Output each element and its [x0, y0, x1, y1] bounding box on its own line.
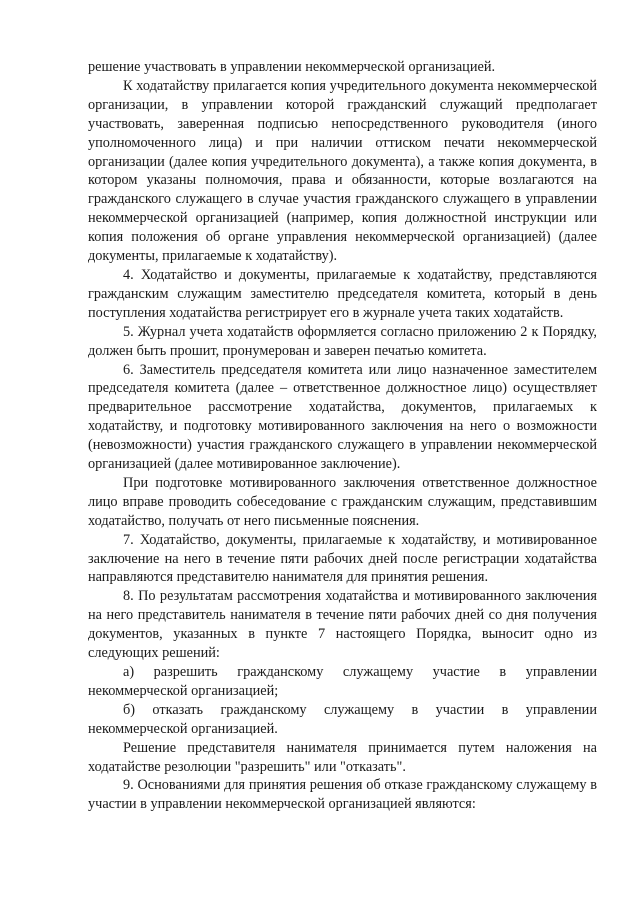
- paragraph-interview: При подготовке мотивированного заключения ответственное должностное лицо вправе проводить собеседование с гражданским служащим, представившим ходатайство, получать от него письменные пояснения.: [88, 474, 597, 529]
- paragraph-continuation: решение участвовать в управлении некоммерческой организацией.: [88, 59, 496, 75]
- paragraph-attachments: К ходатайству прилагается копия учредительного документа некоммерческой организации, в управлении которой гражданский служащий предполагает участвовать, заверенная подписью непосредственного руководителя (иного уполномоченного лица) и при наличии оттиском печати некоммерческой организации (далее копия учредительного документа), а также копия документа, в котором указаны полномочия, права и обязанности, которые возлагаются на гражданского служащего в случае участия гражданского служащего в управлении некоммерческой организацией (например, копия должностной инструкции или копия положения об органе управления некоммерческой организацией) (далее документы, прилагаемые к ходатайству).: [88, 77, 597, 265]
- document-page: [88, 58, 597, 814]
- paragraph-item-9: 9. Основаниями для принятия решения об отказе гражданскому служащему в участии в управлении некоммерческой организацией являются:: [88, 777, 597, 813]
- paragraph-option-a: а) разрешить гражданскому служащему участие в управлении некоммерческой организацией;: [88, 664, 597, 699]
- paragraph-item-7: 7. Ходатайство, документы, прилагаемые к ходатайству, и мотивированное заключение на него в течение пяти рабочих дней после регистрации ходатайства направляются представителю нанимателя для принятия решения.: [88, 531, 597, 586]
- paragraph-item-8: 8. По результатам рассмотрения ходатайства и мотивированного заключения на него представитель нанимателя в течение пяти рабочих дней со дня получения документов, указанных в пункте 7 настоящего Порядка, выносит одно из следующих решений:: [88, 588, 597, 662]
- paragraph-item-4: 4. Ходатайство и документы, прилагаемые к ходатайству, представляются гражданским служащим заместителю председателя комитета, который в день поступления ходатайства регистрирует его в журнале учета таких ходатайств.: [88, 266, 597, 321]
- paragraph-item-6: 6. Заместитель председателя комитета или лицо назначенное заместителем председателя комитета (далее – ответственное должностное лицо) осуществляет предварительное рассмотрение ходатайства, документов, прилагаемых к ходатайству, и подготовку мотивированного заключения на него о возможности (невозможности) участия гражданского служащего в управлении некоммерческой организацией (далее мотивированное заключение).: [88, 361, 597, 473]
- paragraph-resolution: Решение представителя нанимателя принимается путем наложения на ходатайстве резолюции "разрешить" или "отказать".: [88, 739, 597, 775]
- paragraph-item-5: 5. Журнал учета ходатайств оформляется согласно приложению 2 к Порядку, должен быть прошит, пронумерован и заверен печатью комитета.: [88, 323, 597, 359]
- paragraph-option-b: б) отказать гражданскому служащему в участии в управлении некоммерческой организацией.: [88, 701, 597, 737]
